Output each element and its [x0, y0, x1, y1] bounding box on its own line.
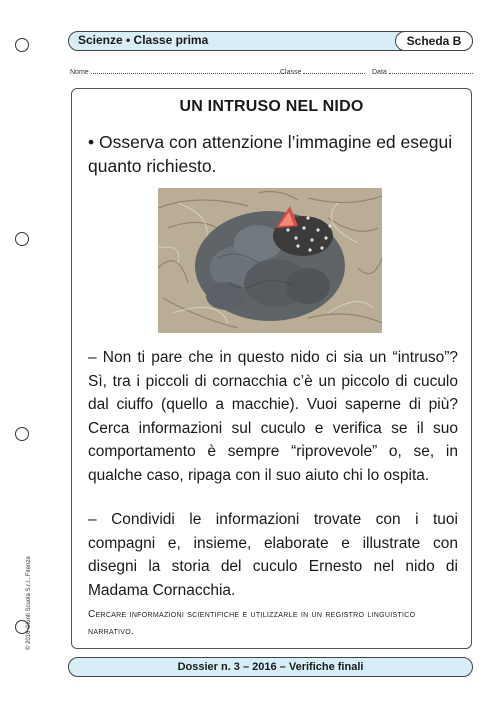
- binder-hole-top: [15, 38, 29, 52]
- nome-label: Nome: [70, 69, 89, 76]
- scheda-label: Scheda B: [395, 31, 473, 51]
- footer-bar: Dossier n. 3 – 2016 – Verifiche finali: [68, 657, 473, 677]
- nome-field[interactable]: [70, 67, 286, 76]
- binder-hole-lower-middle: [15, 427, 29, 441]
- instruction-text: • Osserva con attenzione l’immagine ed esegui quanto richiesto.: [88, 132, 453, 176]
- worksheet-title: UN INTRUSO NEL NIDO: [179, 98, 364, 115]
- copyright-note: © 2016 Giunti Scuola S.r.l., Firenze: [26, 556, 32, 650]
- learning-objective: Cercare informazioni scientifiche e utilizzarle in un registro linguistico narrativo.: [88, 609, 416, 637]
- data-label: Data: [372, 69, 387, 76]
- classe-label: Classe: [280, 69, 302, 76]
- classe-field[interactable]: [280, 67, 365, 76]
- data-field[interactable]: [372, 67, 473, 76]
- header-title: Scienze • Classe prima: [78, 33, 209, 47]
- nest-photo: [158, 188, 382, 333]
- paragraph-intruso: – Non ti pare che in questo nido ci sia un “intruso”? Sì, tra i piccoli di cornacchia c’è un piccolo di cuculo dal ciuffo (quello a macchie). Vuoi saperne di più? Cerca informazioni sul cuculo e verifica se il suo comportamento è sempre “riprovevole” o, se, in qualche caso, ripaga con il suo aiuto chi lo ospita.: [88, 349, 458, 484]
- binder-hole-upper-middle: [15, 232, 29, 246]
- paragraph-condividi: – Condividi le informazioni trovate con i tuoi compagni e, insieme, elaborate e illustrate con disegni la storia del cuculo Ernesto nel nido di Madama Cornacchia.: [88, 511, 458, 599]
